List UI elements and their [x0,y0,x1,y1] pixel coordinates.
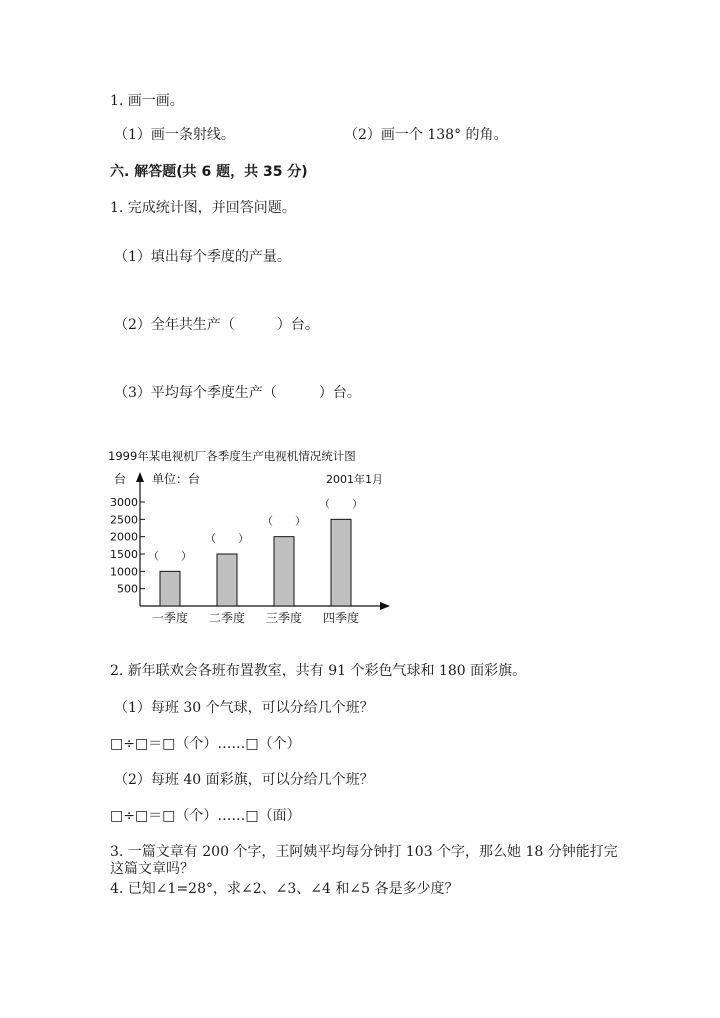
question-1-title: 1. 完成统计图，并回答问题。 [110,200,296,216]
value-blank: （ ） [205,532,249,545]
question-2-sub1: （1）每班 30 个气球，可以分给几个班？ [114,700,374,716]
chart-title: 1999年某电视机厂各季度生产电视机情况统计图 [108,449,356,463]
bar [217,554,237,606]
y-tick-label: 2000 [110,530,138,544]
question-draw-title: 1. 画一画。 [110,93,184,109]
section-heading: 六. 解答题(共 6 题，共 35 分) [110,164,308,180]
category-label: 一季度 [151,611,189,625]
bars [160,519,351,606]
question-2-title: 2. 新年联欢会各班布置教室，共有 91 个彩色气球和 180 面彩旗。 [110,663,527,679]
question-1-sub3: （3）平均每个季度生产（ ）台。 [114,385,361,401]
question-3-line1: 3. 一篇文章有 200 个字，王阿姨平均每分钟打 103 个字，那么她 18 分钟能打完 [110,844,618,860]
question-1-sub2: （2）全年共生产（ ）台。 [114,317,319,333]
question-2-equation1: □÷□＝□（个）……□（个） [110,736,301,752]
y-tick-label: 3000 [110,496,138,509]
question-3-line2: 这篇文章吗？ [110,861,194,877]
question-draw-part1: （1）画一条射线。 [114,127,235,143]
y-axis-arrow-icon [136,472,144,482]
question-4: 4. 已知∠1=28°，求∠2、∠3、∠4 和∠5 各是多少度？ [110,881,459,897]
question-2-sub2: （2）每班 40 面彩旗，可以分给几个班？ [114,772,374,788]
y-tick-label: 2500 [110,513,138,527]
question-draw-part2: （2）画一个 138° 的角。 [344,127,508,143]
bar [331,519,351,606]
chart-y-label: 台 [114,472,127,486]
bar-chart [100,440,400,640]
category-label: 二季度 [208,611,246,625]
chart-unit-label: 单位：台 [152,472,201,486]
x-axis-arrow-icon [380,602,390,610]
y-tick-label: 500 [117,582,138,596]
category-label: 三季度 [265,611,303,625]
question-1-sub1: （1）填出每个季度的产量。 [114,249,291,265]
y-tick-label: 1000 [110,565,138,579]
category-label: 四季度 [322,611,360,625]
value-blank: （ ） [148,549,192,563]
chart-date: 2001年1月 [326,473,383,486]
bar [160,571,180,606]
bar [274,537,294,606]
y-tick-label: 1500 [110,548,138,561]
value-blank: （ ） [319,497,363,511]
value-blank: （ ） [262,514,306,528]
category-labels [152,610,359,625]
question-2-equation2: □÷□＝□（个）……□（面） [110,808,301,824]
